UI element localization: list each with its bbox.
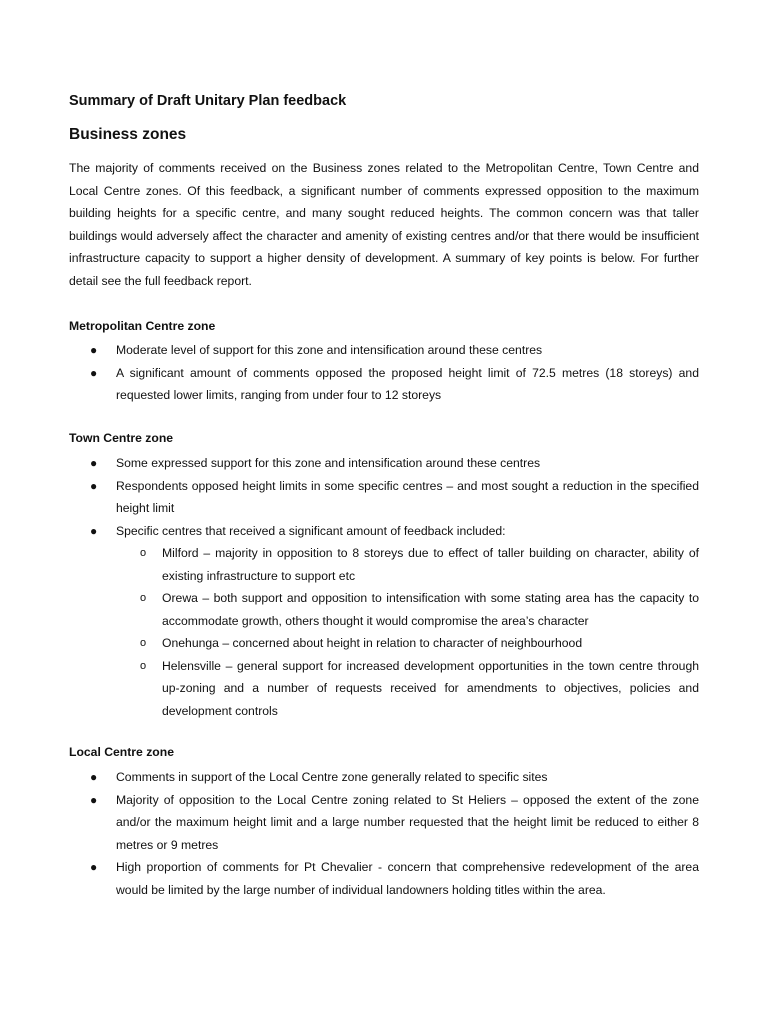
list-item: ● Specific centres that received a significant amount of feedback included: o Milford – majority in opposition to 8 storeys due to effect of taller building on character, ability of existing infrastructure to support etc o Orewa – both support and opposition to intensification with some stating area has the capacity to accommodate growth, others thought it would compromise the area’s character o Onehunga – concerned about height in relation to character of neighbourhood o Helensville – general support for increased development opportunities in the town centre through up-zoning and a number of requests received for amendments to objectives, policies and development controls bbox=[69, 520, 699, 723]
list-item: ● Majority of opposition to the Local Centre zoning related to St Heliers – opposed the extent of the zone and/or the maximum height limit and a large number requested that the height limit be reduced to either 8 metres or 9 metres bbox=[69, 789, 699, 857]
list-item: ● Comments in support of the Local Centre zone generally related to specific sites bbox=[69, 766, 699, 789]
list-item: ● A significant amount of comments opposed the proposed height limit of 72.5 metres (18 storeys) and requested lower limits, ranging from under four to 12 storeys bbox=[69, 362, 699, 407]
specific-centres-list bbox=[116, 542, 699, 722]
list-item: ● High proportion of comments for Pt Chevalier - concern that comprehensive redevelopment of the area would be limited by the large number of individual landowners holding titles within the area. bbox=[69, 856, 699, 901]
bullet-icon: ● bbox=[90, 860, 98, 874]
sub-bullet-icon: o bbox=[140, 592, 147, 604]
list-item: ● Moderate level of support for this zone and intensification around these centres bbox=[69, 339, 699, 362]
list-item: ● Some expressed support for this zone and intensification around these centres bbox=[69, 452, 699, 475]
local-centre-heading: Local Centre zone bbox=[69, 745, 174, 759]
town-centre-heading: Town Centre zone bbox=[69, 431, 174, 445]
section-heading-business-zones: Business zones bbox=[69, 126, 187, 143]
intro-paragraph: The majority of comments received on the Business zones related to the Metropolitan Centre, Town Centre and Local Centre zones. Of this feedback, a significant number of comments expressed opposition to the maximum building heights for a specific centre, and many sought reduced heights. The common concern was that taller buildings would adversely affect the character and amenity of existing centres and/or that there would be insufficient infrastructure capacity to support a higher density of development. A summary of key points is below. For further detail see the full feedback report. bbox=[69, 161, 699, 288]
town-centre-list bbox=[69, 452, 699, 722]
sub-bullet-icon: o bbox=[140, 637, 147, 649]
metropolitan-centre-list bbox=[69, 339, 699, 407]
bullet-icon: ● bbox=[90, 792, 98, 807]
bullet-icon: ● bbox=[90, 478, 98, 493]
sub-list-item: o Milford – majority in opposition to 8 storeys due to effect of taller building on character, ability of existing infrastructure to support etc bbox=[116, 542, 699, 587]
bullet-icon: ● bbox=[90, 456, 98, 470]
metropolitan-centre-heading: Metropolitan Centre zone bbox=[69, 319, 216, 333]
bullet-icon: ● bbox=[90, 365, 98, 380]
list-item: ● Respondents opposed height limits in some specific centres – and most sought a reduction in the specified height limit bbox=[69, 475, 699, 520]
bullet-icon: ● bbox=[90, 343, 98, 357]
bullet-icon: ● bbox=[90, 523, 98, 538]
sub-bullet-icon: o bbox=[140, 547, 147, 559]
bullet-icon: ● bbox=[90, 770, 98, 784]
sub-list-item: o Onehunga – concerned about height in relation to character of neighbourhood bbox=[116, 632, 699, 655]
sub-list-item: o Helensville – general support for increased development opportunities in the town centre through up-zoning and a number of requests received for amendments to objectives, policies and development controls bbox=[116, 655, 699, 723]
sub-bullet-icon: o bbox=[140, 659, 147, 672]
local-centre-list bbox=[69, 766, 699, 901]
document-title: Summary of Draft Unitary Plan feedback bbox=[69, 93, 347, 109]
sub-list-item: o Orewa – both support and opposition to intensification with some stating area has the capacity to accommodate growth, others thought it would compromise the area’s character bbox=[116, 587, 699, 632]
